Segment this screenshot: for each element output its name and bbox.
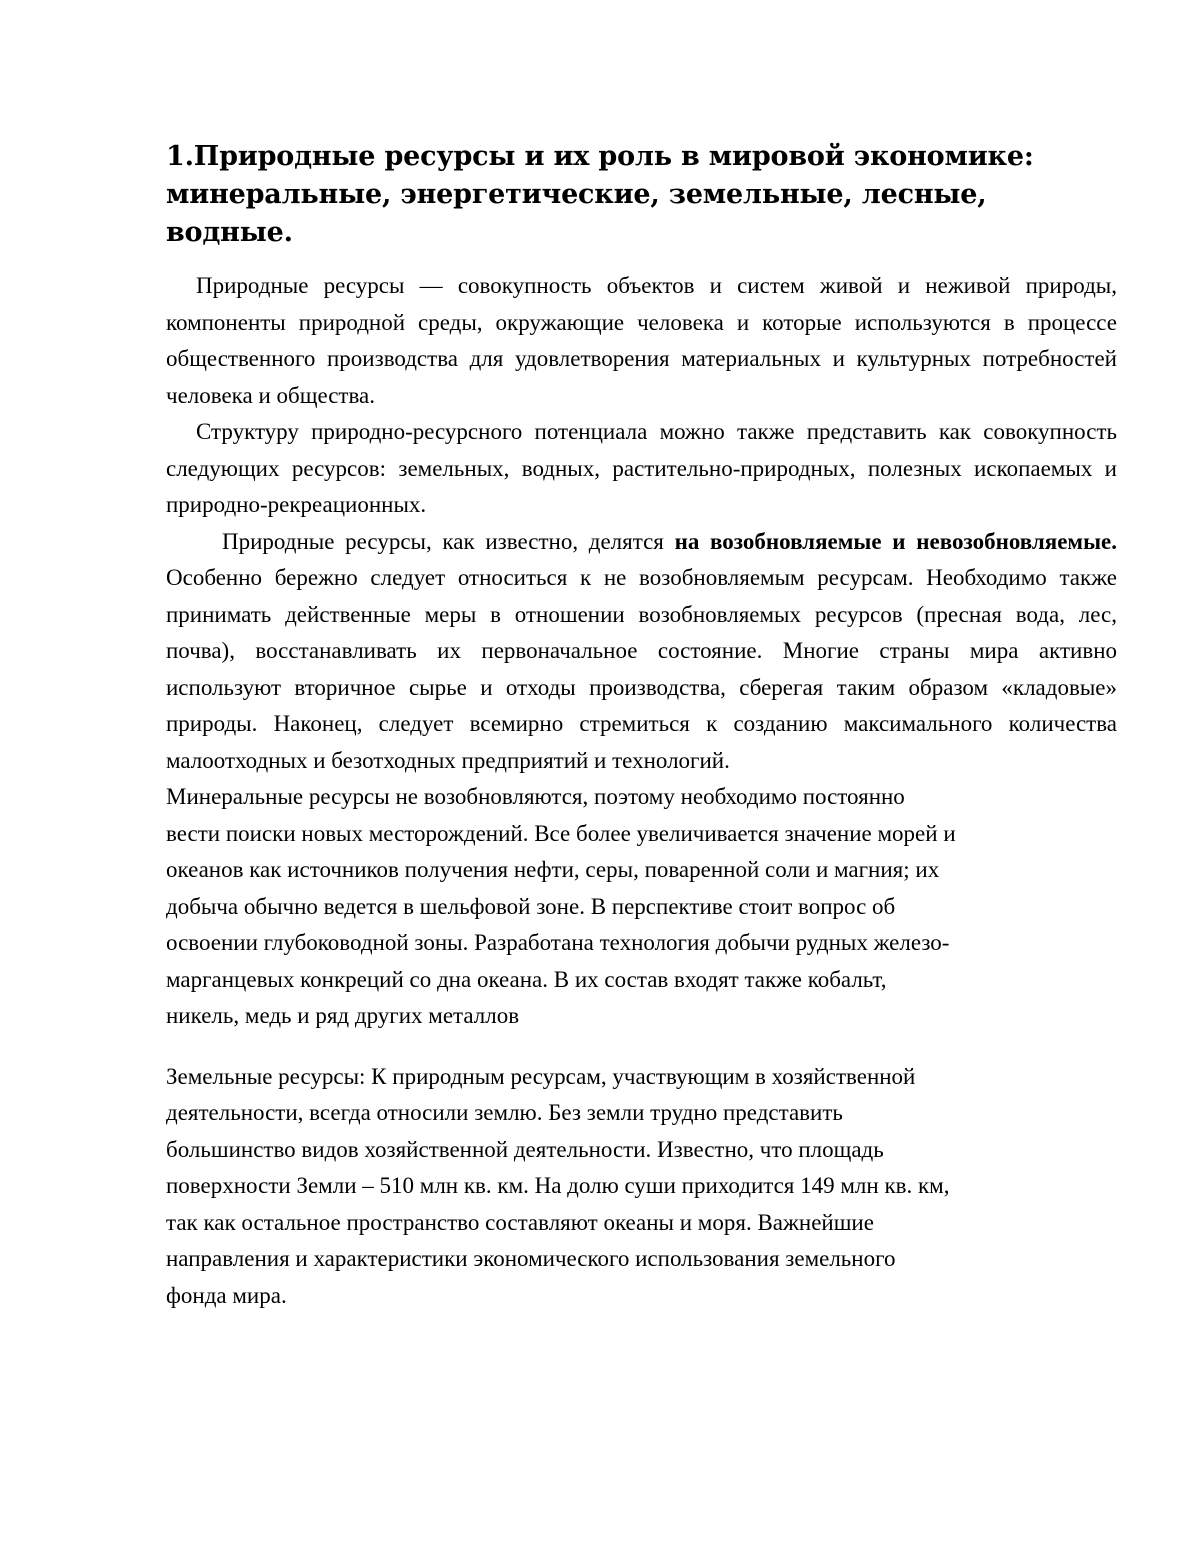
p3-bold: на возобновляемые и невозобновляемые.: [674, 528, 1117, 554]
title-line-2: минеральные, энергетические, земельные, лесные, водные.: [166, 179, 987, 248]
text-line: большинство видов хозяйственной деятельности. Известно, что площадь: [166, 1136, 884, 1162]
text-line: Минеральные ресурсы не возобновляются, поэтому необходимо постоянно: [166, 784, 905, 809]
paragraph-structure: Структуру природно-ресурсного потенциала можно также представить как совокупность следующих ресурсов: земельных, водных, растительно-природных, полезных ископаемых и природно-рекреационных.: [166, 419, 1117, 517]
text-line: добыча обычно ведется в шельфовой зоне. В перспективе стоит вопрос об: [166, 893, 896, 919]
text-line: направления и характеристики экономического использования земельного: [166, 1246, 896, 1271]
text-line: Земельные ресурсы: К природным ресурсам, участвующим в хозяйственной: [166, 1063, 916, 1089]
text-line: вести поиски новых месторождений. Все более увеличивается значение морей и: [166, 820, 956, 846]
text-line: освоении глубоководной зоны. Разработана технология добычи рудных железо-: [166, 930, 950, 955]
text-line: марганцевых конкреций со дна океана. В их состав входят также кобальт,: [166, 966, 887, 992]
p3-start: Природные ресурсы, как известно, делятся: [222, 528, 675, 554]
title-line-1: 1.Природные ресурсы и их роль в мировой экономике:: [166, 141, 1034, 172]
document-page: [166, 138, 1117, 1314]
paragraph-land: [166, 1059, 1117, 1315]
p3-end: Особенно бережно следует относиться к не возобновляемым ресурсам. Необходимо также принимать действенные меры в отношении возобновляемых ресурсов (пресная вода, лес, почва), восстанавливать их первоначальное состояние. Многие страны мира активно используют вторичное сырье и отходы производства, сберегая таким образом «кладовые» природы. Наконец, следует всемирно стремиться к созданию максимального количества малоотходных и безотходных предприятий и технологий.: [166, 565, 1117, 773]
text-line: никель, медь и ряд других металлов: [166, 1003, 520, 1028]
paragraph-renewable: [166, 524, 1117, 780]
paragraph-mineral: [166, 779, 1117, 1035]
text-line: океанов как источников получения нефти, серы, поваренной соли и магния; их: [166, 857, 940, 882]
text-line: деятельности, всегда относили землю. Без земли трудно представить: [166, 1100, 843, 1125]
text-line: так как остальное пространство составляют океаны и моря. Важнейшие: [166, 1209, 874, 1235]
document-title: [166, 138, 1117, 252]
paragraph-definition: Природные ресурсы — совокупность объектов и систем живой и неживой природы, компоненты природной среды, окружающие человека и которые используются в процессе общественного производства для удовлетворения материальных и культурных потребностей человека и общества.: [166, 273, 1117, 408]
text-line: поверхности Земли – 510 млн кв. км. На долю суши приходится 149 млн кв. км,: [166, 1173, 950, 1198]
text-line: фонда мира.: [166, 1282, 287, 1308]
